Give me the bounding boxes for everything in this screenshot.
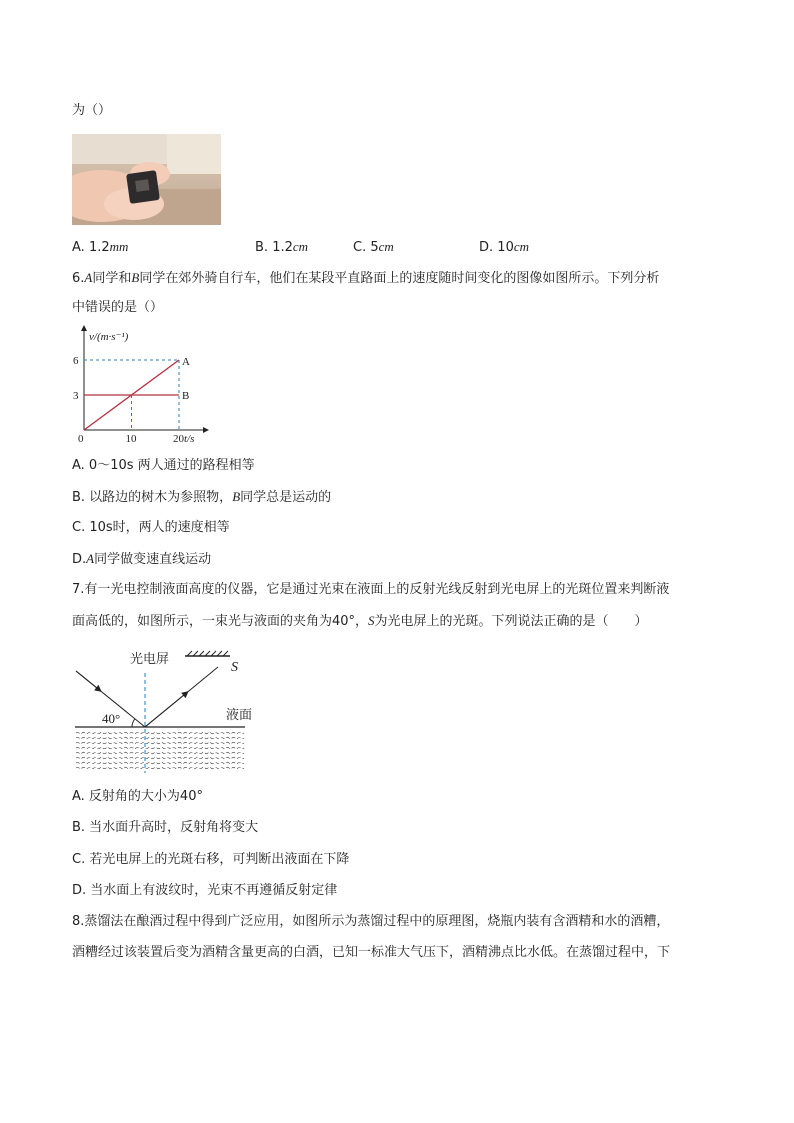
screen-label: 光电屏 <box>130 651 170 666</box>
x-tick-20: 20 <box>173 433 184 445</box>
liquid-wave-line <box>76 762 244 764</box>
origin-label: 0 <box>78 433 84 445</box>
q5-tail: 为（） <box>72 103 112 118</box>
q5-option-d[interactable]: D. 10cm <box>479 239 530 255</box>
q6-option-d[interactable]: D.A同学做变速直线运动 <box>72 551 212 567</box>
y-axis-label: v/(m·s⁻¹) <box>89 331 129 343</box>
q5-option-c[interactable]: C. 5cm <box>353 239 394 255</box>
liquid-wave-line <box>76 742 244 744</box>
liquid-wave-line <box>76 737 244 739</box>
y-tick-6: 6 <box>73 355 79 367</box>
x-axis-label: t/s <box>184 433 195 445</box>
angle-label: 40° <box>102 711 121 726</box>
q7-option-a[interactable]: A. 反射角的大小为40° <box>72 789 203 804</box>
q7-stem-line1: 7.有一光电控制液面高度的仪器，它是通过光束在液面上的反射光线反射到光电屏上的光斑位置来判断液 <box>72 582 670 597</box>
q7-option-b[interactable]: B. 当水面升高时，反射角将变大 <box>72 820 259 835</box>
reflected-ray-arrow <box>145 693 186 727</box>
q8-stem-line1: 8.蒸馏法在酿酒过程中得到广泛应用，如图所示为蒸馏过程中的原理图，烧瓶内装有含酒精和水的酒糟， <box>72 914 670 929</box>
liquid-hatching <box>76 732 244 769</box>
q6-stem-line2: 中错误的是（） <box>72 300 164 315</box>
fingers-holding-chip-photo <box>72 134 221 225</box>
velocity-time-graph <box>72 322 212 446</box>
liquid-wave-line <box>76 747 244 749</box>
series-label-b: B <box>182 390 190 402</box>
series-label-a: A <box>182 356 190 368</box>
q6-stem-line1: 6.A同学和B同学在郊外骑自行车，他们在某段平直路面上的速度随时间变化的图像如图所示。下列分析 <box>72 270 660 286</box>
angle-arc <box>132 719 135 727</box>
q6-option-a[interactable]: A. 0～10s 两人通过的路程相等 <box>72 458 255 473</box>
liquid-wave-line <box>76 732 244 734</box>
liquid-wave-line <box>76 767 244 769</box>
spot-label-s: S <box>231 660 238 675</box>
surface-label: 液面 <box>226 707 253 722</box>
light-reflection-diagram <box>70 645 260 775</box>
q5-option-a[interactable]: A. 1.2mm <box>72 239 129 255</box>
q6-option-b[interactable]: B. 以路边的树木为参照物，B同学总是运动的 <box>72 489 332 505</box>
incident-ray-arrow <box>76 671 99 690</box>
q7-option-c[interactable]: C. 若光电屏上的光斑右移，可判断出液面在下降 <box>72 852 350 867</box>
q5-option-b[interactable]: B. 1.2cm <box>255 239 309 255</box>
y-tick-3: 3 <box>73 390 79 402</box>
liquid-wave-line <box>76 752 244 754</box>
x-tick-10: 10 <box>125 433 137 445</box>
liquid-wave-line <box>76 757 244 759</box>
q8-stem-line2: 酒糟经过该装置后变为酒精含量更高的白酒，已知一标准大气压下，酒精沸点比水低。在蒸馏过程中，下 <box>72 945 671 960</box>
q6-option-c[interactable]: C. 10s时，两人的速度相等 <box>72 520 230 535</box>
q7-option-d[interactable]: D. 当水面上有波纹时，光束不再遵循反射定律 <box>72 883 338 898</box>
q7-stem-line2: 面高低的，如图所示，一束光与液面的夹角为40°，S为光电屏上的光斑。下列说法正确的是（ ） <box>72 613 648 629</box>
